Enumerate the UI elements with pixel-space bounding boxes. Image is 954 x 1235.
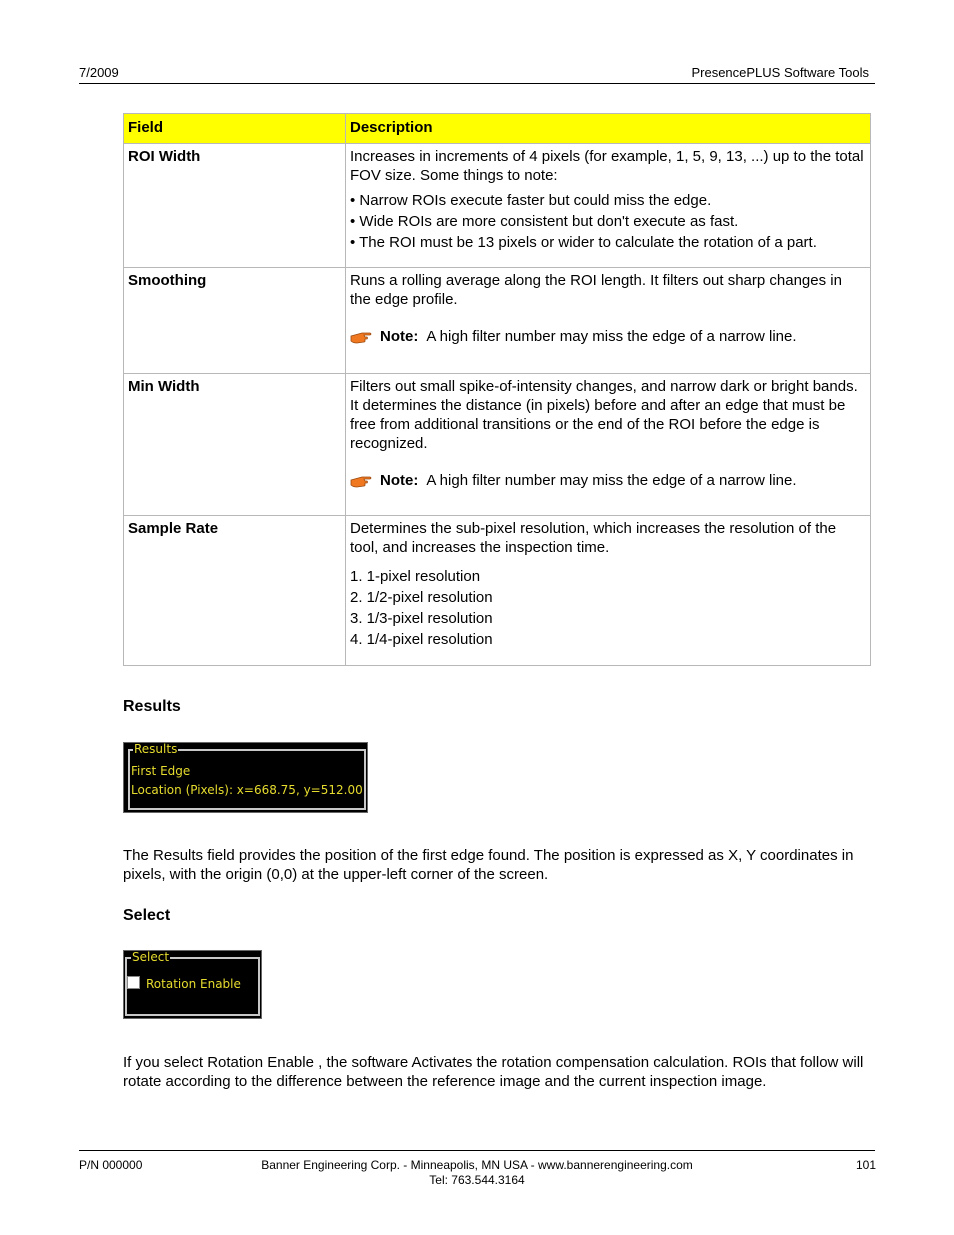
footer-phone: Tel: 763.544.3164: [429, 1173, 525, 1187]
table-row: [124, 268, 871, 374]
rotation-enable-label[interactable]: Rotation Enable: [146, 977, 241, 991]
note-label: Note:: [380, 472, 419, 489]
results-panel-legend: Results: [134, 742, 178, 756]
field-description: [346, 268, 871, 374]
column-header-field: Field: [124, 114, 346, 144]
note-label: Note:: [380, 328, 419, 345]
description-text: Increases in increments of 4 pixels (for example, 1, 5, 9, 13, ...) up to the total FOV size. Some things to note:: [350, 148, 864, 184]
pointing-hand-icon: [350, 329, 372, 345]
results-location-value: Location (Pixels): x=668.75, y=512.00: [131, 783, 363, 797]
footer-rule: [79, 1150, 875, 1151]
field-description: [346, 516, 871, 666]
rotation-enable-checkbox[interactable]: [127, 976, 140, 989]
field-description-table: [123, 113, 871, 666]
note-text: A high filter number may miss the edge of a narrow line.: [426, 328, 797, 345]
results-first-edge-label: First Edge: [131, 764, 191, 778]
note: [350, 327, 866, 346]
numbered-list: [350, 567, 866, 649]
table-row: [124, 144, 871, 268]
list-item: • The ROI must be 13 pixels or wider to calculate the rotation of a part.: [350, 234, 817, 251]
description-text: Runs a rolling average along the ROI length. It filters out sharp changes in the edge profile.: [350, 272, 842, 308]
header-rule: [79, 83, 875, 84]
results-heading: Results: [123, 698, 181, 715]
footer-page-number: 101: [855, 1158, 876, 1172]
pointing-hand-icon: [350, 473, 372, 489]
field-description: [346, 144, 871, 268]
field-name: Smoothing: [124, 268, 346, 374]
footer-company-info: [0, 1158, 954, 1188]
field-name: Sample Rate: [124, 516, 346, 666]
results-panel: [123, 742, 368, 813]
description-text: Filters out small spike-of-intensity changes, and narrow dark or bright bands. It determines the distance (in pixels) before and after an edge that must be free from additional transitions or the end of the ROI before the edge is recognized.: [350, 378, 858, 452]
select-panel-legend: Select: [132, 950, 170, 964]
list-item: • Narrow ROIs execute faster but could miss the edge.: [350, 192, 712, 209]
list-item: 3. 1/3-pixel resolution: [350, 610, 493, 627]
list-item: 1. 1-pixel resolution: [350, 568, 481, 585]
select-heading: Select: [123, 907, 171, 924]
footer-part-number: P/N 000000: [79, 1158, 143, 1172]
footer-company: Banner Engineering Corp. - Minneapolis, MN USA - www.bannerengineering.com: [261, 1158, 693, 1172]
list-item: 4. 1/4-pixel resolution: [350, 631, 493, 648]
bullet-list: [350, 191, 866, 252]
table-row: [124, 374, 871, 516]
note: [350, 471, 866, 490]
header-date: 7/2009: [79, 65, 119, 80]
select-paragraph: If you select Rotation Enable , the software Activates the rotation compensation calculation. ROIs that follow will rotate according to the difference between the reference image and the current inspection image.: [123, 1054, 864, 1090]
description-text: Determines the sub-pixel resolution, which increases the resolution of the tool, and increases the inspection time.: [350, 520, 837, 556]
list-item: • Wide ROIs are more consistent but don't execute as fast.: [350, 213, 739, 230]
table-row: [124, 516, 871, 666]
rotation-enable-checkbox-row[interactable]: [127, 976, 241, 992]
results-panel-frame: [128, 749, 366, 810]
field-name: ROI Width: [124, 144, 346, 268]
note-text: A high filter number may miss the edge of a narrow line.: [426, 472, 797, 489]
field-description: [346, 374, 871, 516]
table-header-row: [124, 114, 871, 144]
results-paragraph: The Results field provides the position of the first edge found. The position is expressed as X, Y coordinates in pixels, with the origin (0,0) at the upper-left corner of the screen.: [123, 847, 854, 883]
field-name: Min Width: [124, 374, 346, 516]
column-header-description: Description: [346, 114, 871, 144]
select-panel: [123, 950, 262, 1019]
header-title: PresencePLUS Software Tools: [691, 65, 869, 80]
list-item: 2. 1/2-pixel resolution: [350, 589, 493, 606]
